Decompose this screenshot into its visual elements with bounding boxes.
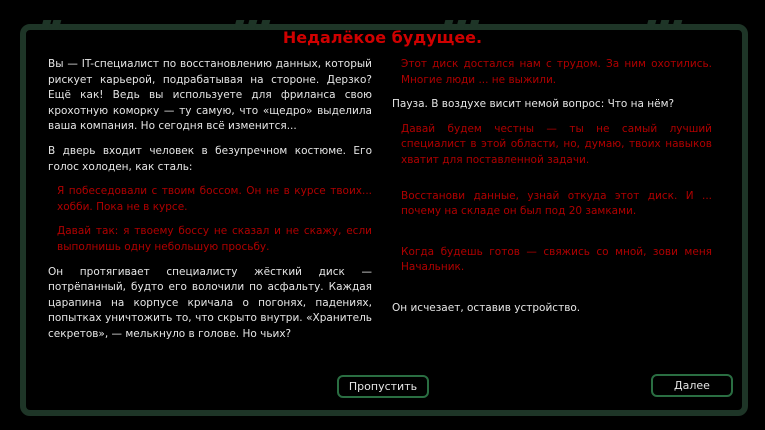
scene-title: Недалёкое будущее. bbox=[282, 28, 483, 47]
next-button[interactable]: Далее bbox=[651, 374, 733, 397]
skip-button[interactable]: Пропустить bbox=[337, 375, 429, 398]
dialogue-line: Давай будем честны — ты не самый лучший специалист в этой области, но, думаю, твоих навыков хватит для поставленной задачи. bbox=[401, 122, 712, 166]
dialogue-line: Я побеседовали с твоим боссом. Он не в курсе твоих... хобби. Пока не в курсе. bbox=[57, 185, 372, 213]
narration: Он исчезает, оставив устройство. bbox=[392, 301, 581, 314]
narration: Он протягивает специалисту жёсткий диск — потрёпанный, будто его волочили по асфальту. Каждая царапина на корпусе кричала о погонях, падениях, попытках уничтожить то, что скрыто внутри. «Хранитель секретов», — мелькнуло в голове. Но чьих? bbox=[48, 265, 372, 340]
dialogue-line: Этот диск достался нам с трудом. За ним охотились. Многие люди ... не выжили. bbox=[401, 58, 712, 86]
narration: Вы — IT-специалист по восстановлению данных, который рискует карьерой, подрабатывая на стороне. Дерзко? Ещё как! Ведь вы используете для фриланса свою крохотную коморку — ту самую, что «щедро» выделила ваша компания. Но сегодня всё изменится... bbox=[48, 58, 372, 133]
dialogue-line: Восстанови данные, узнай откуда этот диск. И ... почему на складе он был под 20 замками. bbox=[401, 189, 712, 218]
narration: Пауза. В воздухе висит немой вопрос: Что на нём? bbox=[392, 98, 675, 111]
left-column bbox=[48, 57, 372, 352]
narration: В дверь входит человек в безупречном костюме. Его голос холоден, как сталь: bbox=[48, 144, 372, 173]
dialogue-line: Когда будешь готов — свяжись со мной, зови меня Начальник. bbox=[401, 245, 712, 274]
right-column bbox=[392, 57, 712, 326]
dialogue-line: Давай так: я твоему боссу не сказал и не скажу, если выполнишь одну небольшую просьбу. bbox=[57, 225, 372, 253]
